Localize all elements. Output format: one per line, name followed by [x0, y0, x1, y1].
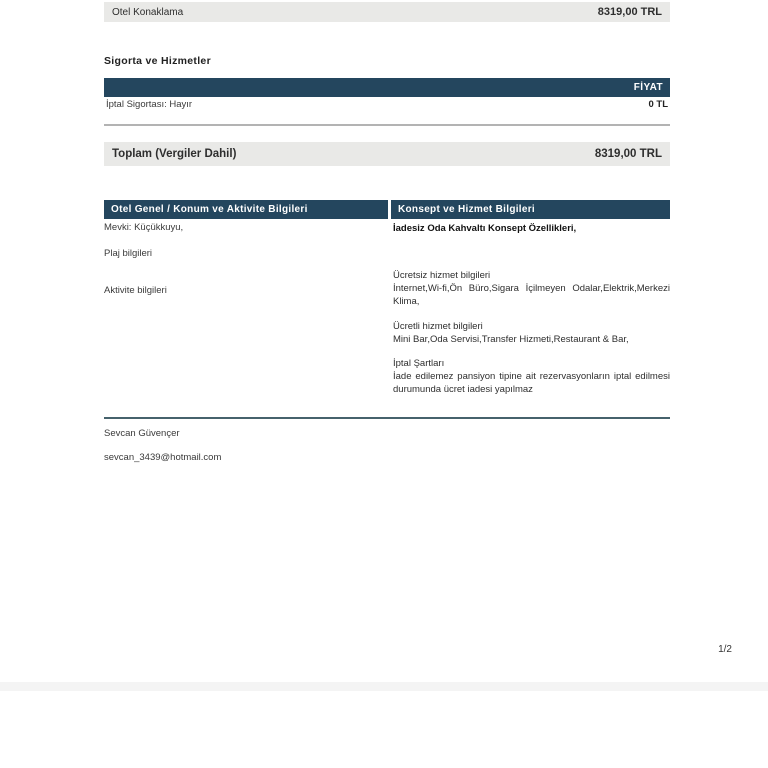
concept-service-header: Konsept ve Hizmet Bilgileri	[391, 200, 670, 219]
cancellation-insurance-label: İptal Sigortası: Hayır	[106, 99, 193, 110]
paid-services-body: Mini Bar,Oda Servisi,Transfer Hizmeti,Restaurant & Bar,	[393, 334, 629, 345]
paid-services-title: Ücretli hizmet bilgileri	[393, 321, 483, 332]
info-table-header	[104, 200, 670, 219]
beach-info-row: Plaj bilgileri	[104, 248, 153, 259]
info-table-body	[104, 222, 670, 396]
concept-service-column	[391, 222, 670, 396]
hotel-accommodation-summary-bar	[104, 2, 670, 22]
hotel-accommodation-price: 8319,00 TRL	[597, 6, 662, 18]
page-number: 1/2	[718, 644, 732, 655]
cancellation-terms-title: İptal Şartları	[393, 358, 445, 369]
insurance-services-heading: Sigorta ve Hizmetler	[104, 55, 211, 67]
activity-info-row: Aktivite bilgileri	[104, 285, 167, 296]
customer-name: Sevcan Güvençer	[104, 428, 180, 439]
page-break-band	[0, 682, 768, 691]
location-row: Mevki: Küçükkuyu,	[104, 222, 184, 233]
free-services-body: İnternet,Wi-fi,Ön Büro,Sigara İçilmeyen Odalar,Elektrik,Merkezi Klima,	[393, 283, 670, 307]
total-bar	[104, 142, 670, 166]
cancellation-insurance-row	[104, 99, 670, 110]
cancellation-insurance-price: 0 TL	[648, 99, 668, 110]
price-header-bar	[104, 78, 670, 97]
hotel-location-activity-header: Otel Genel / Konum ve Aktivite Bilgileri	[104, 200, 388, 219]
total-label: Toplam (Vergiler Dahil)	[112, 148, 237, 160]
price-header-label: FİYAT	[633, 82, 663, 93]
customer-email: sevcan_3439@hotmail.com	[104, 452, 222, 463]
hotel-accommodation-label: Otel Konaklama	[112, 6, 184, 18]
total-price: 8319,00 TRL	[594, 148, 662, 160]
cancellation-terms-body: İade edilemez pansiyon tipine ait rezervasyonların iptal edilmesi durumunda ücret iadesi yapılmaz	[393, 371, 670, 395]
location-activity-column	[104, 222, 391, 396]
signature-divider-line	[104, 417, 670, 419]
concept-features-title: İadesiz Oda Kahvaltı Konsept Özellikleri,	[393, 223, 577, 234]
free-services-title: Ücretsiz hizmet bilgileri	[393, 270, 491, 281]
divider-line	[104, 124, 670, 126]
